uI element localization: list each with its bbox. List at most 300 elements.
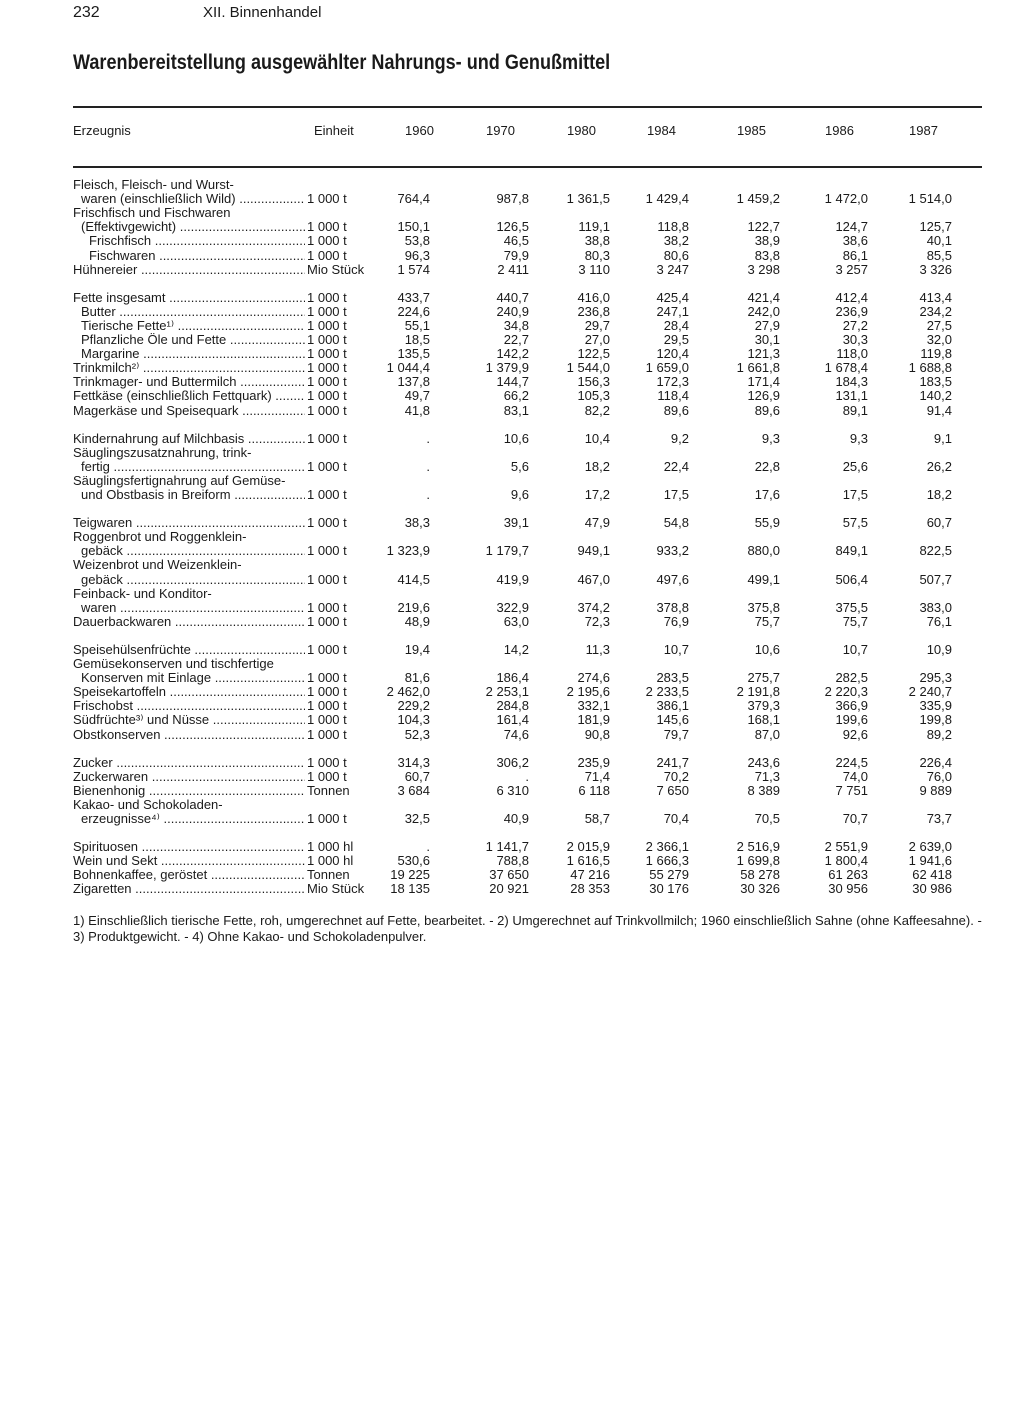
cell-value: 419,9 xyxy=(496,571,529,587)
cell-value: 234,2 xyxy=(919,303,952,319)
cell-value: 122,7 xyxy=(747,219,780,235)
table-row xyxy=(0,333,1024,347)
cell-value: 274,6 xyxy=(577,670,610,686)
column-header-year: 1970 xyxy=(486,123,515,138)
table-row xyxy=(0,671,1024,685)
cell-value: 506,4 xyxy=(835,571,868,587)
cell-value: 91,4 xyxy=(926,402,952,418)
row-unit: 1 000 t xyxy=(307,599,347,615)
row-label: gebäck ..... xyxy=(81,573,305,587)
cell-value: 22,7 xyxy=(503,332,529,347)
row-label: Pflanzliche Öle und Fette ..... xyxy=(81,333,305,347)
page-number: 232 xyxy=(73,4,100,21)
cell-value: 73,7 xyxy=(926,811,952,826)
row-label: Roggenbrot und Roggenklein- xyxy=(73,530,247,545)
row-label: Gemüsekonserven und tischfertige xyxy=(73,657,274,671)
row-unit: 1 000 hl xyxy=(307,853,354,869)
cell-value: 229,2 xyxy=(397,698,430,714)
cell-value: 1 459,2 xyxy=(736,191,780,207)
cell-value: 150,1 xyxy=(397,219,430,235)
row-label: Trinkmilch²⁾ ..... xyxy=(73,361,305,375)
row-unit: Mio Stück xyxy=(307,261,365,277)
cell-value: 55,9 xyxy=(754,515,780,531)
cell-value: 236,8 xyxy=(577,303,610,319)
cell-value: 2 411 xyxy=(497,261,529,277)
cell-value: . xyxy=(525,768,529,784)
row-unit: Tonnen xyxy=(307,867,350,883)
row-unit: 1 000 hl xyxy=(307,839,354,855)
table-row xyxy=(0,192,1024,206)
cell-value: 27,5 xyxy=(926,317,952,333)
row-label: Kakao- und Schokoladen- xyxy=(73,797,223,812)
row-label: Margarine ..... xyxy=(81,347,305,361)
table-row xyxy=(0,516,1024,530)
table-row xyxy=(0,756,1024,770)
cell-value: 1 361,5 xyxy=(566,191,610,207)
cell-value: 18,2 xyxy=(584,458,610,474)
cell-value: 61 263 xyxy=(828,867,868,883)
cell-value: 38,9 xyxy=(754,233,780,249)
cell-value: 6 310 xyxy=(496,782,529,798)
column-header-year: 1960 xyxy=(405,123,434,138)
row-unit: 1 000 t xyxy=(307,233,347,249)
row-label: Fleisch, Fleisch- und Wurst- xyxy=(73,178,234,192)
row-unit: 1 000 t xyxy=(307,515,347,531)
column-header-year: 1986 xyxy=(825,123,854,138)
cell-value: 156,3 xyxy=(577,374,610,390)
cell-value: 9,3 xyxy=(849,430,868,446)
table-row xyxy=(0,558,1024,572)
table-row xyxy=(0,840,1024,854)
cell-value: 40,9 xyxy=(503,811,529,826)
cell-value: 242,0 xyxy=(747,303,780,319)
table-row xyxy=(0,206,1024,220)
cell-value: 79,9 xyxy=(503,247,529,263)
cell-value: 788,8 xyxy=(496,853,529,869)
row-label: Fettkäse (einschließlich Fettquark) ..... xyxy=(73,389,305,403)
cell-value: 30,3 xyxy=(842,332,868,347)
table-row xyxy=(0,615,1024,629)
table-row xyxy=(0,263,1024,277)
cell-value: 118,4 xyxy=(657,388,689,404)
table-row xyxy=(0,404,1024,418)
cell-value: 224,5 xyxy=(835,754,868,770)
row-unit: 1 000 t xyxy=(307,768,347,784)
cell-value: 90,8 xyxy=(584,726,610,742)
table-row xyxy=(0,784,1024,798)
cell-value: 181,9 xyxy=(577,712,610,728)
cell-value: 822,5 xyxy=(919,543,952,559)
row-label: Speisehülsenfrüchte ..... xyxy=(73,643,305,657)
cell-value: 71,3 xyxy=(754,768,780,784)
cell-value: 3 684 xyxy=(397,782,430,798)
cell-value: 60,7 xyxy=(926,515,952,531)
cell-value: 10,6 xyxy=(754,641,780,657)
cell-value: 2 191,8 xyxy=(736,684,780,700)
cell-value: 226,4 xyxy=(919,754,952,770)
cell-value: 47,9 xyxy=(584,515,610,531)
cell-value: 37 650 xyxy=(489,867,529,883)
cell-value: 243,6 xyxy=(747,754,780,770)
cell-value: 28 353 xyxy=(570,881,610,897)
cell-value: 29,5 xyxy=(663,332,689,347)
cell-value: 131,1 xyxy=(835,388,868,404)
cell-value: 86,1 xyxy=(842,247,868,263)
table-row xyxy=(0,587,1024,601)
cell-value: 2 551,9 xyxy=(824,839,868,855)
cell-value: . xyxy=(426,458,430,474)
cell-value: 386,1 xyxy=(656,698,689,714)
cell-value: 19,4 xyxy=(404,641,430,657)
cell-value: 322,9 xyxy=(496,599,529,615)
cell-value: 126,9 xyxy=(747,388,780,404)
cell-value: 2 233,5 xyxy=(645,684,689,700)
table-row xyxy=(0,375,1024,389)
cell-value: 119,1 xyxy=(578,219,610,235)
column-header-unit: Einheit xyxy=(314,123,354,138)
cell-value: 79,7 xyxy=(663,726,689,742)
column-header-year: 1980 xyxy=(567,123,596,138)
cell-value: 3 257 xyxy=(835,261,868,277)
cell-value: 142,2 xyxy=(496,346,529,362)
row-unit: 1 000 t xyxy=(307,303,347,319)
row-unit: 1 000 t xyxy=(307,317,347,333)
table-row xyxy=(0,389,1024,403)
row-unit: 1 000 t xyxy=(307,430,347,446)
table-row xyxy=(0,544,1024,558)
cell-value: 30 956 xyxy=(828,881,868,897)
cell-value: 124,7 xyxy=(835,219,868,235)
row-label: Trinkmager- und Buttermilch ..... xyxy=(73,375,305,389)
cell-value: 275,7 xyxy=(747,670,780,686)
cell-value: 849,1 xyxy=(835,543,868,559)
cell-value: 22,8 xyxy=(754,458,780,474)
cell-value: 3 326 xyxy=(919,261,952,277)
cell-value: 38,6 xyxy=(842,233,868,249)
row-unit: 1 000 t xyxy=(307,360,347,376)
cell-value: 425,4 xyxy=(656,289,689,305)
cell-value: 224,6 xyxy=(397,303,430,319)
row-label: Säuglingsfertignahrung auf Gemüse- xyxy=(73,473,286,488)
cell-value: 933,2 xyxy=(656,543,689,559)
table-row xyxy=(0,474,1024,488)
cell-value: 1 044,4 xyxy=(386,360,430,376)
cell-value: 186,4 xyxy=(496,670,529,686)
cell-value: 10,4 xyxy=(584,430,610,446)
cell-value: 47 216 xyxy=(570,867,610,883)
cell-value: 18,5 xyxy=(404,332,430,347)
cell-value: 55,1 xyxy=(404,317,430,333)
cell-value: 283,5 xyxy=(656,670,689,686)
cell-value: 53,8 xyxy=(404,233,430,249)
cell-value: 9,2 xyxy=(670,430,689,446)
row-label: Zucker ..... xyxy=(73,756,305,770)
table-row xyxy=(0,234,1024,248)
table-row xyxy=(0,361,1024,375)
table-row xyxy=(0,713,1024,727)
row-unit: 1 000 t xyxy=(307,726,347,742)
cell-value: 183,5 xyxy=(919,374,952,390)
table-row xyxy=(0,319,1024,333)
cell-value: 235,9 xyxy=(577,754,610,770)
table-row xyxy=(0,220,1024,234)
cell-value: 29,7 xyxy=(584,317,610,333)
cell-value: 1 544,0 xyxy=(566,360,610,376)
cell-value: 119,8 xyxy=(920,346,952,362)
cell-value: 1 800,4 xyxy=(824,853,868,869)
row-unit: 1 000 t xyxy=(307,613,347,629)
cell-value: 30,1 xyxy=(754,332,780,347)
cell-value: 54,8 xyxy=(663,515,689,531)
table-row xyxy=(0,601,1024,615)
cell-value: 22,4 xyxy=(663,458,689,474)
cell-value: 949,1 xyxy=(577,543,610,559)
cell-value: 80,6 xyxy=(663,247,689,263)
row-label: Konserven mit Einlage ..... xyxy=(81,671,305,685)
cell-value: 507,7 xyxy=(919,571,952,587)
cell-value: 118,8 xyxy=(657,219,689,235)
cell-value: 57,5 xyxy=(842,515,868,531)
row-label: waren ..... xyxy=(81,601,305,615)
cell-value: 295,3 xyxy=(919,670,952,686)
cell-value: 48,9 xyxy=(404,613,430,629)
cell-value: 2 462,0 xyxy=(386,684,430,700)
row-unit: 1 000 t xyxy=(307,641,347,657)
row-unit: 1 000 t xyxy=(307,374,347,390)
row-label: Südfrüchte³⁾ und Nüsse ..... xyxy=(73,713,305,727)
cell-value: 17,6 xyxy=(754,487,780,502)
cell-value: 17,5 xyxy=(842,487,868,502)
cell-value: 17,5 xyxy=(663,487,689,502)
cell-value: 38,2 xyxy=(663,233,689,249)
cell-value: 421,4 xyxy=(747,289,780,305)
cell-value: 1 429,4 xyxy=(645,191,689,207)
table-row xyxy=(0,657,1024,671)
page-title: Warenbereitstellung ausgewählter Nahrungs- und Genußmittel xyxy=(73,51,611,74)
cell-value: 40,1 xyxy=(926,233,952,249)
row-unit: 1 000 t xyxy=(307,684,347,700)
cell-value: 2 366,1 xyxy=(645,839,689,855)
cell-value: 1 616,5 xyxy=(566,853,610,869)
cell-value: 1 141,7 xyxy=(485,839,529,855)
cell-value: 2 240,7 xyxy=(908,684,952,700)
cell-value: 72,3 xyxy=(584,613,610,629)
cell-value: 3 110 xyxy=(578,261,610,277)
row-unit: Mio Stück xyxy=(307,881,365,897)
cell-value: 63,0 xyxy=(503,613,529,629)
table-header-rule xyxy=(73,166,982,168)
cell-value: 89,6 xyxy=(663,402,689,418)
cell-value: 199,8 xyxy=(919,712,952,728)
table-row xyxy=(0,643,1024,657)
row-unit: Tonnen xyxy=(307,782,350,798)
cell-value: 46,5 xyxy=(503,233,529,249)
cell-value: 34,8 xyxy=(503,317,529,333)
cell-value: 25,6 xyxy=(842,458,868,474)
cell-value: 2 195,6 xyxy=(566,684,610,700)
cell-value: 26,2 xyxy=(926,458,952,474)
row-unit: 1 000 t xyxy=(307,332,347,347)
cell-value: 39,1 xyxy=(503,515,529,531)
cell-value: 241,7 xyxy=(656,754,689,770)
table-top-rule xyxy=(73,106,982,108)
table-row xyxy=(0,770,1024,784)
cell-value: 82,2 xyxy=(584,402,610,418)
cell-value: 55 279 xyxy=(649,867,689,883)
cell-value: 11,3 xyxy=(585,641,610,657)
cell-value: 87,0 xyxy=(754,726,780,742)
cell-value: 66,2 xyxy=(503,388,529,404)
cell-value: 240,9 xyxy=(496,303,529,319)
cell-value: 70,7 xyxy=(842,811,868,826)
cell-value: . xyxy=(426,487,430,502)
cell-value: 137,8 xyxy=(397,374,430,390)
cell-value: 118,0 xyxy=(836,346,868,362)
cell-value: 9,6 xyxy=(510,487,529,502)
cell-value: 92,6 xyxy=(842,726,868,742)
running-header xyxy=(73,4,321,22)
cell-value: 1 379,9 xyxy=(485,360,529,376)
table-row xyxy=(0,432,1024,446)
row-unit: 1 000 t xyxy=(307,402,347,418)
cell-value: 38,8 xyxy=(584,233,610,249)
row-unit: 1 000 t xyxy=(307,458,347,474)
cell-value: 161,4 xyxy=(496,712,529,728)
cell-value: 3 247 xyxy=(656,261,689,277)
cell-value: 497,6 xyxy=(656,571,689,587)
cell-value: 2 516,9 xyxy=(736,839,780,855)
table-row xyxy=(0,573,1024,587)
cell-value: 30 986 xyxy=(912,881,952,897)
cell-value: 2 639,0 xyxy=(908,839,952,855)
row-label: und Obstbasis in Breiform ..... xyxy=(81,488,305,502)
table-row xyxy=(0,291,1024,305)
row-label: Obstkonserven ..... xyxy=(73,728,305,742)
cell-value: 89,1 xyxy=(842,402,868,418)
cell-value: 247,1 xyxy=(656,303,689,319)
row-label: (Effektivgewicht) ..... xyxy=(81,220,305,234)
cell-value: 83,1 xyxy=(503,402,529,418)
cell-value: 75,7 xyxy=(754,613,780,629)
cell-value: 282,5 xyxy=(835,670,868,686)
footnotes: 1) Einschließlich tierische Fette, roh, umgerechnet auf Fette, bearbeitet. - 2) Umgerechnet auf Trinkvollmilch; 1960 einschließlich Sahne (ohne Kaffeesahne). - 3) Produktgewicht. - 4) Ohne Kakao- und Schokoladenpulver. xyxy=(73,913,982,944)
cell-value: 105,3 xyxy=(577,388,610,404)
cell-value: 27,0 xyxy=(584,332,610,347)
row-label: Fette insgesamt ..... xyxy=(73,291,305,305)
row-label: Tierische Fette¹⁾ ..... xyxy=(81,319,305,333)
cell-value: 81,6 xyxy=(404,670,430,686)
cell-value: 335,9 xyxy=(919,698,952,714)
cell-value: 375,5 xyxy=(835,599,868,615)
cell-value: 75,7 xyxy=(842,613,868,629)
row-label: erzeugnisse⁴⁾ ..... xyxy=(81,812,305,826)
cell-value: 74,0 xyxy=(842,768,868,784)
cell-value: 17,2 xyxy=(584,487,610,502)
cell-value: 38,3 xyxy=(404,515,430,531)
row-label: Magerkäse und Speisequark ..... xyxy=(73,404,305,418)
cell-value: 1 688,8 xyxy=(908,360,952,376)
cell-value: 1 699,8 xyxy=(736,853,780,869)
row-unit: 1 000 t xyxy=(307,388,347,404)
cell-value: 416,0 xyxy=(577,289,610,305)
cell-value: 1 323,9 xyxy=(386,543,430,559)
table-row xyxy=(0,446,1024,460)
cell-value: 168,1 xyxy=(747,712,780,728)
cell-value: 18 135 xyxy=(390,881,430,897)
cell-value: 1 661,8 xyxy=(736,360,780,376)
cell-value: 10,7 xyxy=(663,641,689,657)
cell-value: 2 015,9 xyxy=(566,839,610,855)
row-label: Feinback- und Konditor- xyxy=(73,586,212,601)
cell-value: 2 220,3 xyxy=(824,684,868,700)
table-row xyxy=(0,798,1024,812)
table-row xyxy=(0,812,1024,826)
cell-value: 467,0 xyxy=(577,571,610,587)
cell-value: 9,3 xyxy=(761,430,780,446)
cell-value: 71,4 xyxy=(584,768,610,784)
cell-value: 83,8 xyxy=(754,247,780,263)
row-label: waren (einschließlich Wild) ..... xyxy=(81,192,305,206)
cell-value: 89,6 xyxy=(754,402,780,418)
row-unit: 1 000 t xyxy=(307,571,347,587)
cell-value: 10,6 xyxy=(503,430,529,446)
cell-value: 332,1 xyxy=(577,698,610,714)
cell-value: 62 418 xyxy=(912,867,952,883)
cell-value: 530,6 xyxy=(397,853,430,869)
row-label: Frischfisch ..... xyxy=(89,234,305,248)
row-label: Bohnenkaffee, geröstet ..... xyxy=(73,868,305,882)
row-label: Zigaretten ..... xyxy=(73,882,305,896)
cell-value: 1 514,0 xyxy=(908,191,952,207)
row-unit: 1 000 t xyxy=(307,487,347,502)
cell-value: 89,2 xyxy=(926,726,952,742)
row-unit: 1 000 t xyxy=(307,219,347,235)
table-row xyxy=(0,305,1024,319)
cell-value: 96,3 xyxy=(404,247,430,263)
cell-value: 30 326 xyxy=(740,881,780,897)
cell-value: 8 389 xyxy=(747,782,780,798)
cell-value: 9,1 xyxy=(933,430,952,446)
cell-value: 135,5 xyxy=(397,346,430,362)
cell-value: 764,4 xyxy=(397,191,430,207)
cell-value: 374,2 xyxy=(577,599,610,615)
cell-value: 413,4 xyxy=(919,289,952,305)
cell-value: 171,4 xyxy=(747,374,780,390)
cell-value: 379,3 xyxy=(747,698,780,714)
cell-value: 378,8 xyxy=(656,599,689,615)
cell-value: 1 472,0 xyxy=(824,191,868,207)
row-label: Kindernahrung auf Milchbasis ..... xyxy=(73,432,305,446)
cell-value: 60,7 xyxy=(404,768,430,784)
cell-value: 76,1 xyxy=(926,613,952,629)
cell-value: 121,3 xyxy=(747,346,780,362)
cell-value: 184,3 xyxy=(835,374,868,390)
row-label: Spirituosen ..... xyxy=(73,840,305,854)
table-row xyxy=(0,488,1024,502)
cell-value: 5,6 xyxy=(510,458,529,474)
row-unit: 1 000 t xyxy=(307,670,347,686)
row-label: gebäck ..... xyxy=(81,544,305,558)
cell-value: 10,7 xyxy=(842,641,868,657)
cell-value: 18,2 xyxy=(926,487,952,502)
cell-value: . xyxy=(426,430,430,446)
cell-value: 20 921 xyxy=(489,881,529,897)
cell-value: 499,1 xyxy=(747,571,780,587)
cell-value: 414,5 xyxy=(397,571,430,587)
cell-value: 27,2 xyxy=(842,317,868,333)
cell-value: . xyxy=(426,839,430,855)
cell-value: 122,5 xyxy=(577,346,610,362)
